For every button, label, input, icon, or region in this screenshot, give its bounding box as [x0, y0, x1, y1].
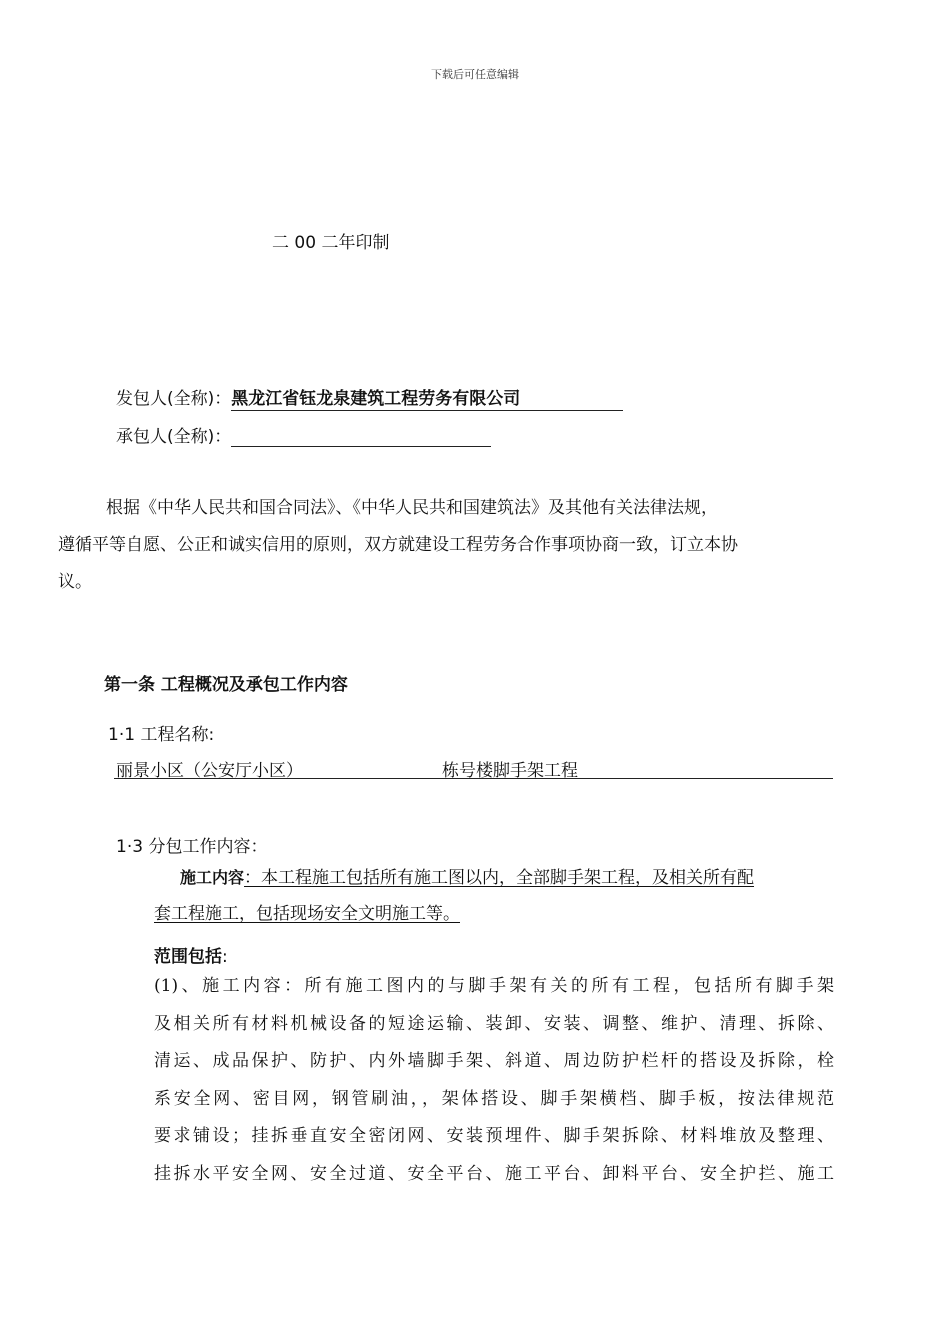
range-colon: :: [222, 947, 228, 967]
range-line: 要求铺设；挂拆垂直安全密闭网、安装预埋件、脚手架拆除、材料堆放及整理、: [154, 1126, 834, 1146]
project-name-right: 栋号楼脚手架工程: [442, 761, 578, 781]
item-1-1: 1·1 工程名称:: [108, 725, 215, 745]
issuer-row: [116, 384, 623, 411]
content-line-2: 套工程施工，包括现场安全文明施工等。: [154, 904, 460, 924]
project-name-line: [114, 756, 833, 779]
preamble-line-3: 议。: [58, 572, 92, 592]
range-line: 及相关所有材料机械设备的短途运输、装卸、安装、调整、维护、清理、拆除、: [154, 1013, 834, 1034]
preamble-line-2: 遵循平等自愿、公正和诚实信用的原则，双方就建设工程劳务合作事项协商一致，订立本协: [58, 535, 738, 555]
range-heading: [154, 942, 228, 967]
contractor-blank: [231, 426, 491, 447]
content-line-1: ：本工程施工包括所有施工图以内，全部脚手架工程，及相关所有配: [244, 868, 755, 888]
scope-content-line-2: [154, 896, 460, 932]
contractor-label: 承包人(全称)：: [116, 427, 232, 447]
range-line: 系安全网、密目网，钢管刷油，，架体搭设、脚手架横档、脚手板，按法律规范: [154, 1088, 834, 1109]
content-label: 施工内容: [180, 868, 245, 887]
range-line: 清运、成品保护、防护、内外墙脚手架、斜道、周边防护栏杆的搭设及拆除，栓: [154, 1051, 834, 1071]
range-label: 范围包括: [154, 947, 222, 967]
print-year: 二 00 二年印制: [272, 233, 390, 253]
range-line: 挂拆水平安全网、安全过道、安全平台、施工平台、卸料平台、安全护拦、施工: [154, 1163, 834, 1184]
scope-content-line-1: [180, 860, 754, 896]
preamble-line-1: 根据《中华人民共和国合同法》、《中华人民共和国建筑法》及其他有关法律法规，: [106, 498, 718, 518]
issuer-label: 发包人(全称)：: [116, 389, 232, 409]
item-1-3: 1·3 分包工作内容：: [116, 837, 268, 857]
range-line: (1)、施工内容：所有施工图内的与脚手架有关的所有工程，包括所有脚手架: [154, 976, 834, 996]
project-name-left: 丽景小区（公安厅小区）: [116, 761, 303, 781]
contractor-row: [116, 422, 491, 447]
article-1-title: 第一条 工程概况及承包工作内容: [104, 675, 348, 695]
range-body: [154, 968, 834, 1193]
header-note: 下载后可任意编辑: [431, 68, 519, 81]
issuer-name: 黑龙江省钰龙泉建筑工程劳务有限公司: [231, 384, 623, 411]
